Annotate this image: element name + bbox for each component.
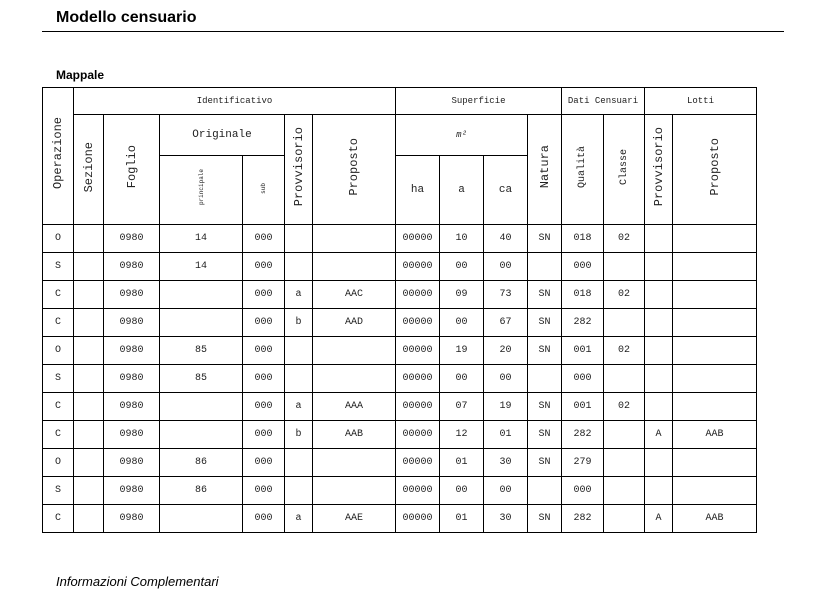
cell-op: S	[43, 253, 74, 281]
cell-proposto: AAD	[313, 309, 396, 337]
cell-natura: SN	[528, 449, 562, 477]
cell-lotti-prop	[673, 253, 757, 281]
cell-principale: 85	[160, 337, 243, 365]
cell-foglio: 0980	[104, 505, 160, 533]
cell-lotti-prop	[673, 449, 757, 477]
cell-proposto	[313, 365, 396, 393]
header-superficie: Superficie	[396, 88, 562, 115]
cell-lotti-prop: AAB	[673, 421, 757, 449]
header-provvisorio: Provvisorio	[285, 115, 313, 225]
cell-op: C	[43, 393, 74, 421]
cell-sub: 000	[243, 309, 285, 337]
cell-principale: 14	[160, 225, 243, 253]
cell-a: 19	[440, 337, 484, 365]
header-identificativo: Identificativo	[74, 88, 396, 115]
cell-op: S	[43, 365, 74, 393]
header-foglio: Foglio	[104, 115, 160, 225]
cell-ca: 30	[484, 449, 528, 477]
cell-natura: SN	[528, 393, 562, 421]
cell-proposto	[313, 225, 396, 253]
table-row	[43, 505, 757, 533]
cell-provv: a	[285, 281, 313, 309]
cell-op: C	[43, 505, 74, 533]
cell-sub: 000	[243, 421, 285, 449]
cell-ca: 67	[484, 309, 528, 337]
cell-qualita: 282	[562, 421, 604, 449]
cell-lotti-provv: A	[645, 505, 673, 533]
header-ha: ha	[396, 156, 440, 225]
cell-op: C	[43, 421, 74, 449]
cell-principale	[160, 393, 243, 421]
table-row	[43, 365, 757, 393]
header-ca: ca	[484, 156, 528, 225]
title-divider	[42, 31, 784, 32]
header-lotti-provvisorio: Provvisorio	[645, 115, 673, 225]
cell-natura: SN	[528, 309, 562, 337]
header-originale: Originale	[160, 115, 285, 156]
cell-sub: 000	[243, 337, 285, 365]
header-lotti: Lotti	[645, 88, 757, 115]
census-table	[42, 87, 757, 533]
table-row	[43, 421, 757, 449]
cell-a: 00	[440, 477, 484, 505]
header-lotti-proposto: Proposto	[673, 115, 757, 225]
cell-lotti-provv	[645, 309, 673, 337]
cell-classe	[604, 253, 645, 281]
cell-op: O	[43, 449, 74, 477]
cell-op: S	[43, 477, 74, 505]
cell-ca: 00	[484, 253, 528, 281]
cell-foglio: 0980	[104, 225, 160, 253]
cell-foglio: 0980	[104, 421, 160, 449]
cell-sub: 000	[243, 365, 285, 393]
cell-sez	[74, 281, 104, 309]
cell-classe: 02	[604, 281, 645, 309]
cell-lotti-prop	[673, 225, 757, 253]
cell-lotti-provv	[645, 225, 673, 253]
cell-foglio: 0980	[104, 337, 160, 365]
cell-sez	[74, 449, 104, 477]
cell-ca: 73	[484, 281, 528, 309]
table-row	[43, 281, 757, 309]
cell-op: C	[43, 309, 74, 337]
cell-a: 09	[440, 281, 484, 309]
header-operazione: Operazione	[43, 88, 74, 225]
cell-principale	[160, 281, 243, 309]
cell-principale: 85	[160, 365, 243, 393]
header-m2: m²	[396, 115, 528, 156]
cell-a: 07	[440, 393, 484, 421]
table-row	[43, 253, 757, 281]
cell-principale	[160, 309, 243, 337]
cell-ca: 19	[484, 393, 528, 421]
cell-lotti-prop	[673, 281, 757, 309]
cell-principale	[160, 505, 243, 533]
cell-natura	[528, 477, 562, 505]
cell-classe: 02	[604, 225, 645, 253]
cell-ha: 00000	[396, 253, 440, 281]
cell-qualita: 001	[562, 393, 604, 421]
cell-ha: 00000	[396, 281, 440, 309]
cell-sez	[74, 309, 104, 337]
cell-provv: b	[285, 309, 313, 337]
table-row	[43, 393, 757, 421]
cell-lotti-prop	[673, 365, 757, 393]
cell-provv	[285, 449, 313, 477]
cell-ha: 00000	[396, 225, 440, 253]
cell-lotti-provv	[645, 477, 673, 505]
header-proposto: Proposto	[313, 115, 396, 225]
cell-qualita: 001	[562, 337, 604, 365]
table-row	[43, 477, 757, 505]
cell-sez	[74, 505, 104, 533]
cell-principale	[160, 421, 243, 449]
cell-a: 12	[440, 421, 484, 449]
cell-provv: a	[285, 393, 313, 421]
cell-op: C	[43, 281, 74, 309]
cell-sez	[74, 365, 104, 393]
cell-sub: 000	[243, 477, 285, 505]
cell-natura: SN	[528, 421, 562, 449]
cell-foglio: 0980	[104, 309, 160, 337]
cell-principale: 86	[160, 477, 243, 505]
cell-principale: 14	[160, 253, 243, 281]
cell-lotti-provv: A	[645, 421, 673, 449]
cell-qualita: 279	[562, 449, 604, 477]
cell-sez	[74, 421, 104, 449]
cell-classe	[604, 477, 645, 505]
cell-proposto	[313, 337, 396, 365]
cell-ha: 00000	[396, 337, 440, 365]
cell-lotti-provv	[645, 393, 673, 421]
cell-ca: 20	[484, 337, 528, 365]
cell-classe	[604, 365, 645, 393]
cell-classe: 02	[604, 337, 645, 365]
cell-sez	[74, 477, 104, 505]
cell-proposto: AAC	[313, 281, 396, 309]
cell-ha: 00000	[396, 449, 440, 477]
cell-qualita: 000	[562, 477, 604, 505]
cell-lotti-provv	[645, 337, 673, 365]
cell-sub: 000	[243, 253, 285, 281]
cell-sub: 000	[243, 449, 285, 477]
cell-ha: 00000	[396, 505, 440, 533]
cell-natura: SN	[528, 505, 562, 533]
cell-provv	[285, 365, 313, 393]
cell-sez	[74, 337, 104, 365]
cell-principale: 86	[160, 449, 243, 477]
header-sub: sub	[243, 156, 285, 225]
cell-lotti-provv	[645, 449, 673, 477]
table-row	[43, 337, 757, 365]
header-sezione: Sezione	[74, 115, 104, 225]
header-qualita: Qualità	[562, 115, 604, 225]
cell-ha: 00000	[396, 421, 440, 449]
table-row	[43, 225, 757, 253]
header-principale: principale	[160, 156, 243, 225]
cell-ha: 00000	[396, 477, 440, 505]
cell-classe	[604, 449, 645, 477]
cell-ca: 40	[484, 225, 528, 253]
cell-op: O	[43, 337, 74, 365]
cell-ha: 00000	[396, 309, 440, 337]
cell-lotti-prop: AAB	[673, 505, 757, 533]
cell-lotti-provv	[645, 281, 673, 309]
cell-proposto	[313, 449, 396, 477]
cell-provv	[285, 477, 313, 505]
cell-lotti-provv	[645, 365, 673, 393]
cell-provv: b	[285, 421, 313, 449]
cell-ca: 01	[484, 421, 528, 449]
cell-sez	[74, 253, 104, 281]
cell-lotti-prop	[673, 393, 757, 421]
cell-foglio: 0980	[104, 365, 160, 393]
cell-ha: 00000	[396, 365, 440, 393]
cell-ca: 30	[484, 505, 528, 533]
table-row	[43, 309, 757, 337]
cell-natura	[528, 253, 562, 281]
cell-foglio: 0980	[104, 477, 160, 505]
cell-a: 01	[440, 505, 484, 533]
header-classe: Classe	[604, 115, 645, 225]
cell-foglio: 0980	[104, 281, 160, 309]
cell-qualita: 000	[562, 253, 604, 281]
cell-classe: 02	[604, 393, 645, 421]
cell-natura: SN	[528, 281, 562, 309]
header-dati-censuari: Dati Censuari	[562, 88, 645, 115]
cell-provv: a	[285, 505, 313, 533]
cell-foglio: 0980	[104, 253, 160, 281]
cell-sez	[74, 225, 104, 253]
cell-proposto: AAB	[313, 421, 396, 449]
cell-proposto: AAE	[313, 505, 396, 533]
cell-sez	[74, 393, 104, 421]
cell-lotti-prop	[673, 337, 757, 365]
cell-qualita: 282	[562, 309, 604, 337]
cell-provv	[285, 225, 313, 253]
cell-ha: 00000	[396, 393, 440, 421]
cell-ca: 00	[484, 477, 528, 505]
cell-qualita: 018	[562, 281, 604, 309]
cell-natura	[528, 365, 562, 393]
cell-classe	[604, 505, 645, 533]
cell-ca: 00	[484, 365, 528, 393]
cell-op: O	[43, 225, 74, 253]
cell-proposto	[313, 477, 396, 505]
cell-lotti-prop	[673, 477, 757, 505]
cell-provv	[285, 253, 313, 281]
header-natura: Natura	[528, 115, 562, 225]
cell-sub: 000	[243, 505, 285, 533]
cell-foglio: 0980	[104, 449, 160, 477]
cell-provv	[285, 337, 313, 365]
section-title: Mappale	[56, 68, 105, 82]
cell-qualita: 000	[562, 365, 604, 393]
cell-proposto: AAA	[313, 393, 396, 421]
cell-sub: 000	[243, 225, 285, 253]
cell-sub: 000	[243, 281, 285, 309]
cell-a: 10	[440, 225, 484, 253]
cell-classe	[604, 309, 645, 337]
cell-a: 00	[440, 253, 484, 281]
cell-lotti-prop	[673, 309, 757, 337]
cell-natura: SN	[528, 337, 562, 365]
cell-natura: SN	[528, 225, 562, 253]
table-row	[43, 449, 757, 477]
cell-a: 00	[440, 365, 484, 393]
cell-proposto	[313, 253, 396, 281]
cell-lotti-provv	[645, 253, 673, 281]
cell-sub: 000	[243, 393, 285, 421]
footer-title: Informazioni Complementari	[56, 574, 219, 589]
cell-classe	[604, 421, 645, 449]
cell-qualita: 282	[562, 505, 604, 533]
cell-a: 01	[440, 449, 484, 477]
cell-foglio: 0980	[104, 393, 160, 421]
cell-a: 00	[440, 309, 484, 337]
page-title: Modello censuario	[56, 9, 197, 26]
header-a: a	[440, 156, 484, 225]
cell-qualita: 018	[562, 225, 604, 253]
